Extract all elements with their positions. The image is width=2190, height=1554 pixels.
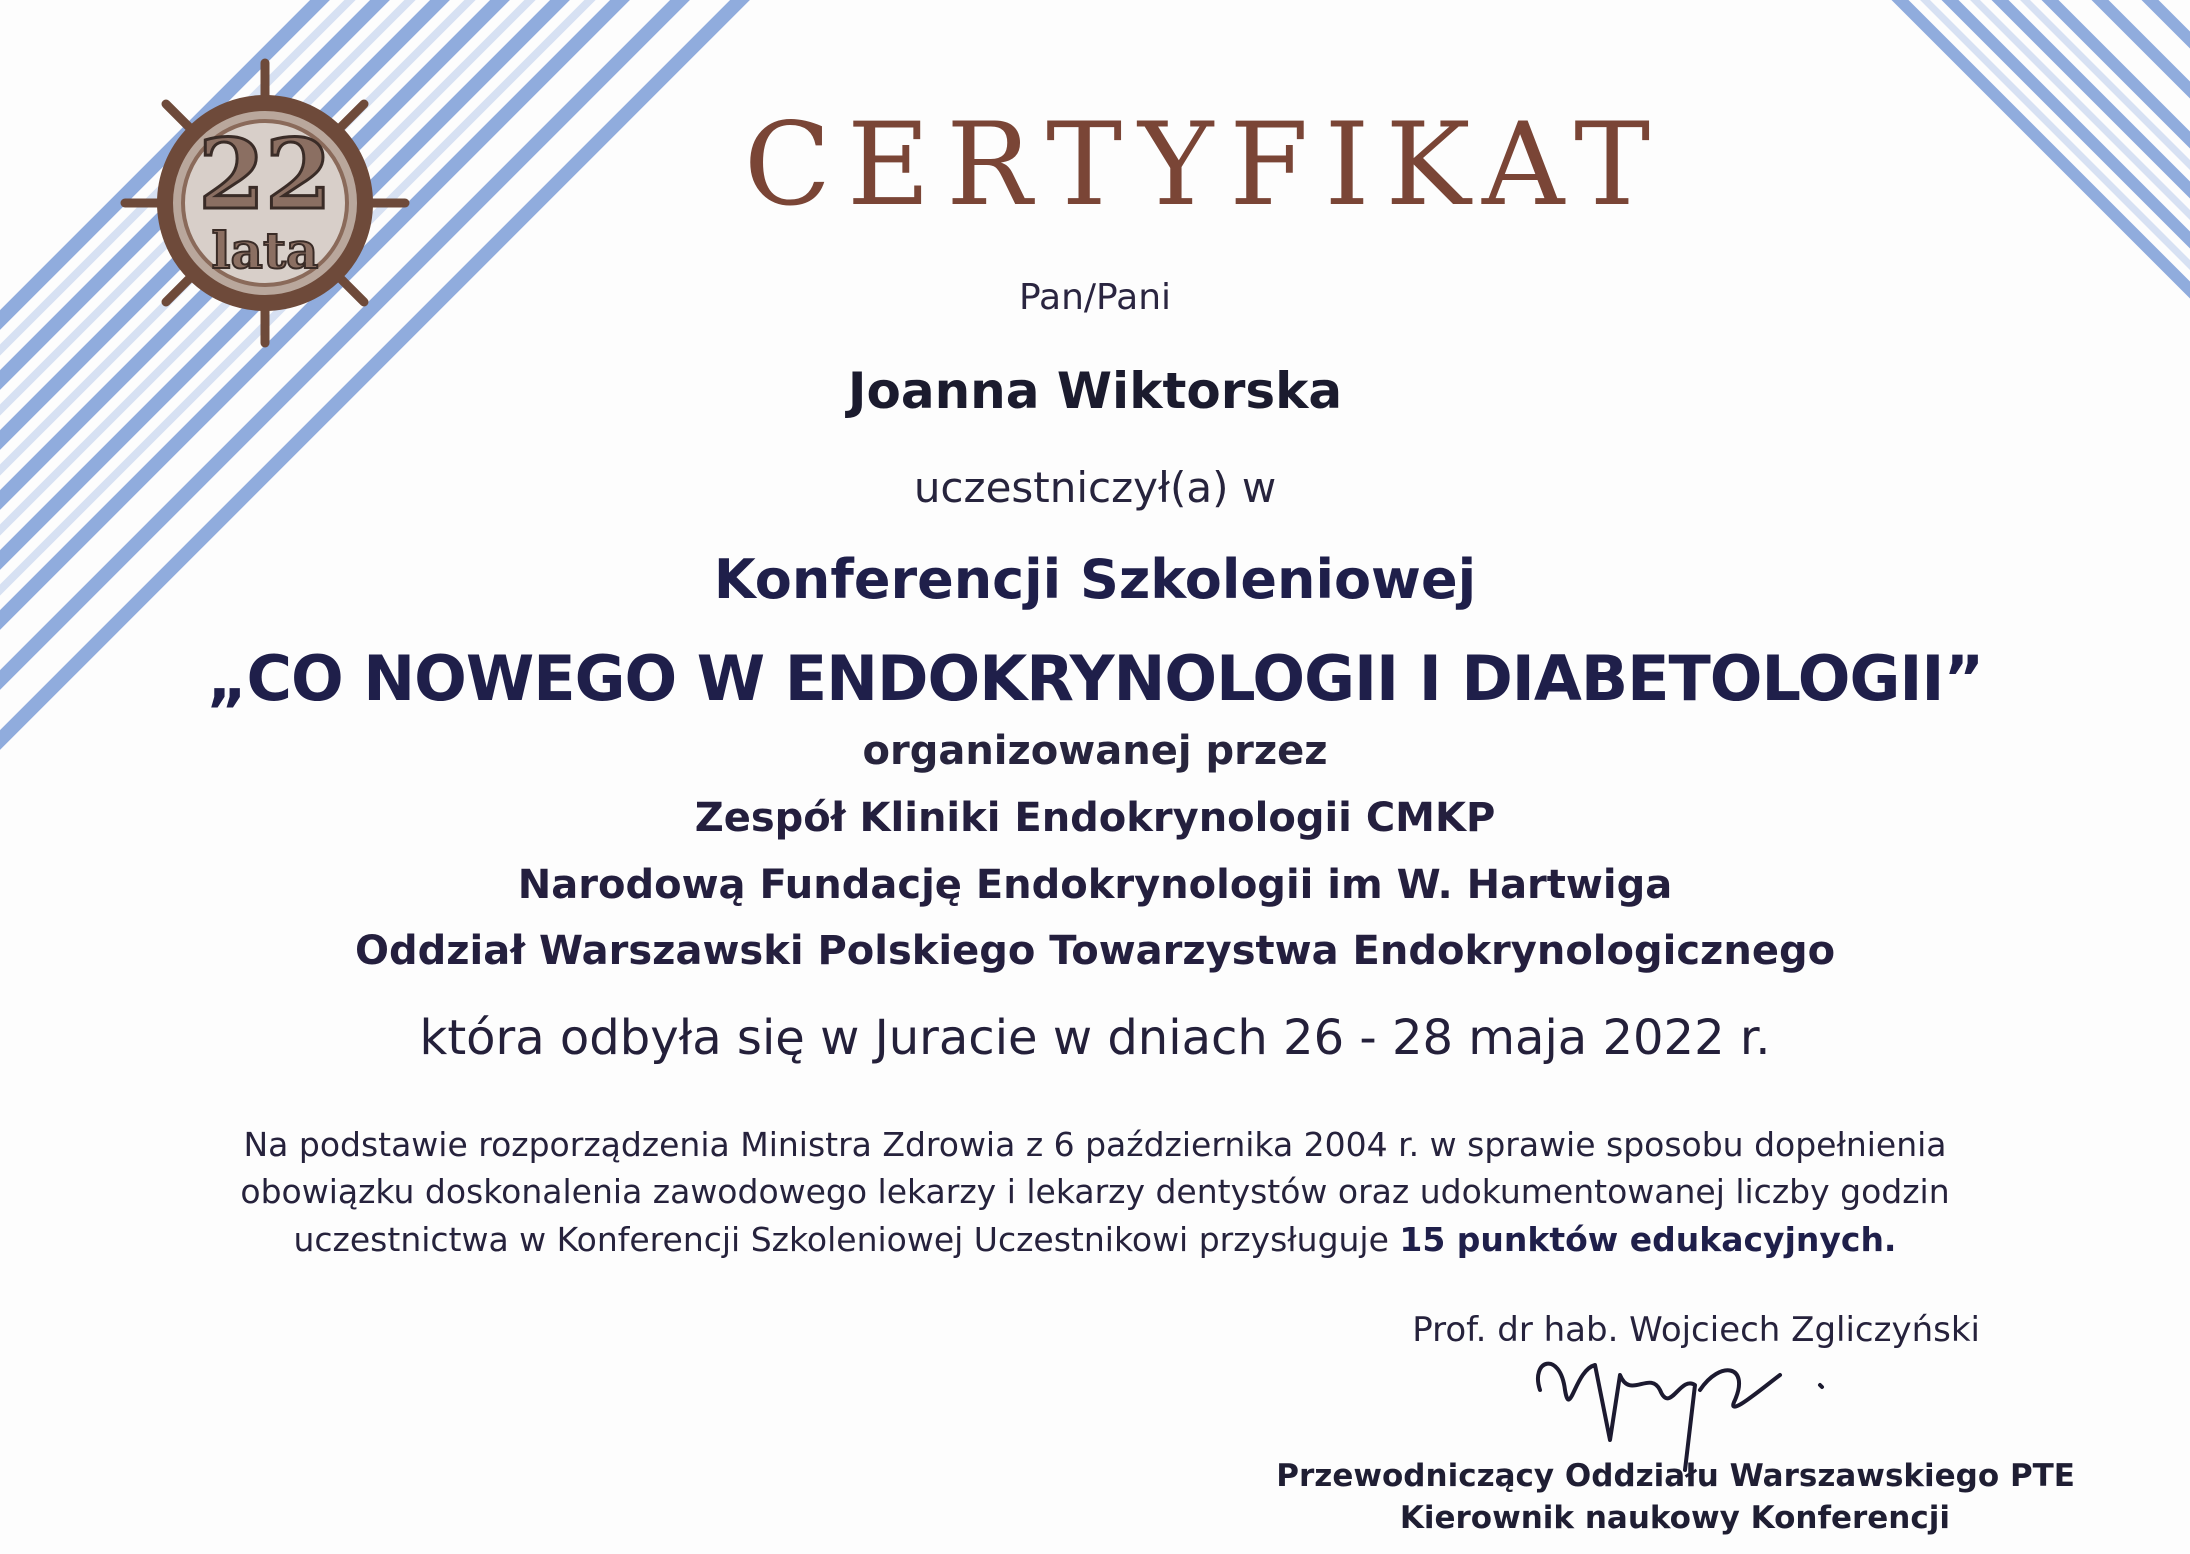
education-points: 15 punktów edukacyjnych. [1399,1220,1897,1259]
recipient-name: Joanna Wiktorska [847,362,1343,420]
event-name: „CO NOWEGO W ENDOKRYNOLOGII I DIABETOLOGII” [206,642,1984,715]
salutation: Pan/Pani [1018,277,1172,318]
organizer-item: Zespół Kliniki Endokrynologii CMKP [694,795,1496,841]
legal-text-line: obowiązku doskonalenia zawodowego lekarzy i lekarzy dentystów oraz udokumentowanej liczby godzin [240,1172,1950,1211]
signatory-name: Prof. dr hab. Wojciech Zgliczyński [1412,1310,1980,1350]
logo-word: lata [211,221,319,280]
event-dates: która odbyła się w Juracie w dniach 26 - 28 maja 2022 r. [419,1010,1771,1066]
certificate-title: CERTYFIKAT [743,98,1667,231]
organized-by-label: organizowanej przez [862,728,1328,774]
event-type: Konferencji Szkoleniowej [713,548,1477,611]
legal-text-line [0,1220,2190,1259]
legal-text-line: Na podstawie rozporządzenia Ministra Zdrowia z 6 października 2004 r. w sprawie sposobu dopełnienia [243,1125,1947,1164]
organizer-item: Narodową Fundację Endokrynologii im W. Hartwiga [517,862,1673,908]
participation-text: uczestniczył(a) w [913,463,1277,512]
legal-text-plain: uczestnictwa w Konferencji Szkoleniowej Uczestnikowi przysługuje [293,1220,1400,1259]
signatory-role: Kierownik naukowy Konferencji [1399,1500,1950,1536]
organizer-item: Oddział Warszawski Polskiego Towarzystwa Endokrynologicznego [354,928,1836,974]
logo-number: 22 [198,118,332,231]
signatory-role: Przewodniczący Oddziału Warszawskiego PTE [1276,1458,2075,1494]
